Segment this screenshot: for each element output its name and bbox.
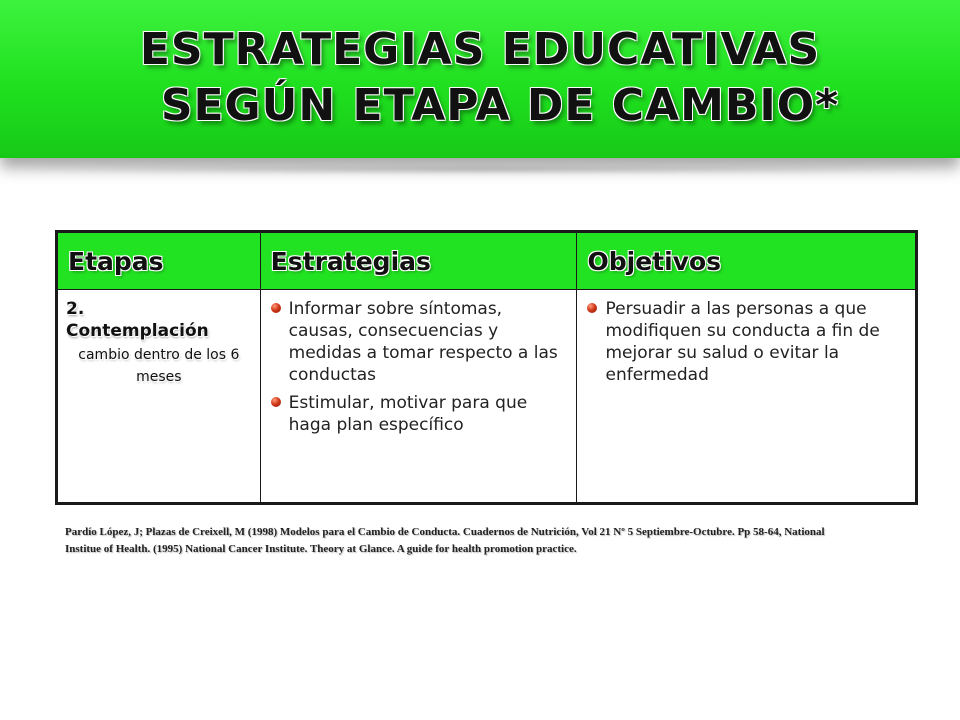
list-item [269, 392, 569, 436]
header-objetivos: Objetivos [577, 232, 917, 290]
strategy-text: Estimular, motivar para que haga plan específico [288, 393, 528, 435]
strategies-cell [260, 290, 577, 504]
strategies-table [55, 230, 918, 505]
objectives-list [585, 298, 897, 386]
stage-note: cambio dentro de los 6 meses [78, 347, 240, 385]
list-item [585, 298, 897, 386]
banner-shadow [20, 166, 940, 172]
bullet-icon [271, 397, 281, 407]
objectives-cell [577, 290, 917, 504]
slide-title [0, 22, 960, 134]
stage-name: Contemplación [66, 321, 209, 341]
reference-citation: Pardío López, J; Plazas de Creixell, M (1998) Modelos para el Cambio de Conducta. Cuadernos de Nutrición, Vol 21 Nº 5 Septiembre-Octubre. Pp 58-64, National Institue of Health. (1995) National Cancer Institute. Theory at Glance. A guide for health promotion practice. [65, 526, 825, 555]
bullet-icon [587, 303, 597, 313]
stage-number: 2. [66, 299, 85, 319]
slide-title-line-2: SEGÚN ETAPA DE CAMBIO* [160, 80, 840, 131]
table-row [57, 290, 917, 504]
stage-cell [57, 290, 261, 504]
slide-title-line-1: ESTRATEGIAS EDUCATIVAS [139, 24, 821, 75]
header-etapas: Etapas [57, 232, 261, 290]
header-estrategias: Estrategias [260, 232, 577, 290]
objective-text: Persuadir a las personas a que modifiquen su conducta a fin de mejorar su salud o evitar la enfermedad [605, 299, 880, 385]
strategy-text: Informar sobre síntomas, causas, consecuencias y medidas a tomar respecto a las conductas [288, 299, 558, 385]
table-header-row [57, 232, 917, 290]
strategies-list [269, 298, 569, 436]
bullet-icon [271, 303, 281, 313]
list-item [269, 298, 569, 386]
